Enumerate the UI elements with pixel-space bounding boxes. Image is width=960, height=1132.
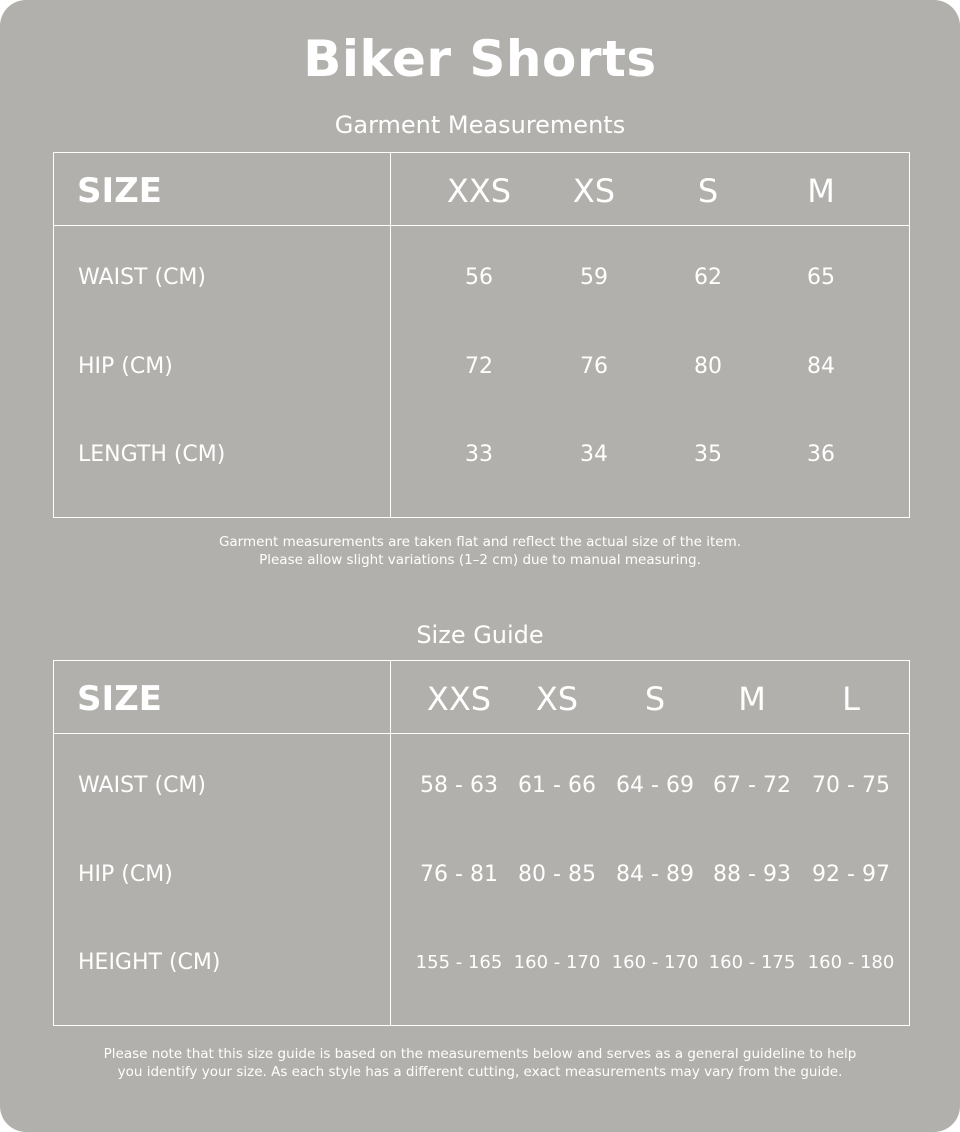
- table-cell: 92 - 97: [812, 862, 890, 887]
- guide-note-line-1: Please note that this size guide is based on the measurements below and serves as a general guideline to help: [103, 1046, 857, 1062]
- table-cell: 36: [807, 442, 835, 467]
- table-cell: 76 - 81: [420, 862, 498, 887]
- table-cell: 67 - 72: [713, 773, 791, 798]
- size-header-l: L: [842, 680, 860, 718]
- garment-note-line-2: Please allow slight variations (1–2 cm) due to manual measuring.: [259, 552, 701, 568]
- size-header-xxs: XXS: [446, 172, 512, 210]
- row-label-waist: WAIST (CM): [78, 265, 206, 290]
- garment-note-line-1: Garment measurements are taken flat and reflect the actual size of the item.: [218, 534, 742, 550]
- table-cell: 65: [807, 265, 835, 290]
- guide-note-line-2: you identify your size. As each style has a different cutting, exact measurements may vary from the guide.: [117, 1064, 843, 1080]
- table-cell: 64 - 69: [616, 773, 694, 798]
- table-divider-horizontal: [54, 225, 909, 226]
- row-label-hip: HIP (CM): [78, 862, 173, 887]
- size-header-xs: XS: [572, 172, 616, 210]
- size-header-s: S: [644, 680, 666, 718]
- size-guide-table: [53, 660, 910, 1026]
- table-cell: 160 - 175: [708, 952, 796, 973]
- table-cell: 76: [580, 354, 608, 379]
- table-cell: 56: [465, 265, 493, 290]
- size-header-xs: XS: [535, 680, 579, 718]
- size-header-m: M: [738, 680, 766, 718]
- table-cell: 160 - 180: [807, 952, 895, 973]
- table-divider-vertical: [390, 153, 391, 517]
- size-header-m: M: [807, 172, 835, 210]
- size-header-label: SIZE: [77, 679, 163, 719]
- row-label-waist: WAIST (CM): [78, 773, 206, 798]
- table-cell: 160 - 170: [611, 952, 699, 973]
- table-divider-vertical: [390, 661, 391, 1025]
- size-header-xxs: XXS: [426, 680, 492, 718]
- table-cell: 155 - 165: [415, 952, 503, 973]
- table-cell: 84 - 89: [616, 862, 694, 887]
- size-header-label: SIZE: [77, 171, 163, 211]
- table-cell: 34: [580, 442, 608, 467]
- garment-measurements-title: Garment Measurements: [334, 111, 626, 139]
- size-guide-title: Size Guide: [416, 621, 544, 649]
- table-cell: 35: [694, 442, 722, 467]
- row-label-length: LENGTH (CM): [78, 442, 226, 467]
- table-cell: 80 - 85: [518, 862, 596, 887]
- table-divider-horizontal: [54, 733, 909, 734]
- table-cell: 61 - 66: [518, 773, 596, 798]
- table-cell: 160 - 170: [513, 952, 601, 973]
- table-cell: 88 - 93: [713, 862, 791, 887]
- table-cell: 72: [465, 354, 493, 379]
- garment-measurements-table: [53, 152, 910, 518]
- size-header-s: S: [697, 172, 719, 210]
- table-cell: 59: [580, 265, 608, 290]
- table-cell: 62: [694, 265, 722, 290]
- table-cell: 80: [694, 354, 722, 379]
- page-title: Biker Shorts: [303, 30, 657, 88]
- row-label-hip: HIP (CM): [78, 354, 173, 379]
- table-cell: 84: [807, 354, 835, 379]
- table-cell: 70 - 75: [812, 773, 890, 798]
- table-cell: 33: [465, 442, 493, 467]
- row-label-height: HEIGHT (CM): [78, 950, 221, 975]
- table-cell: 58 - 63: [420, 773, 498, 798]
